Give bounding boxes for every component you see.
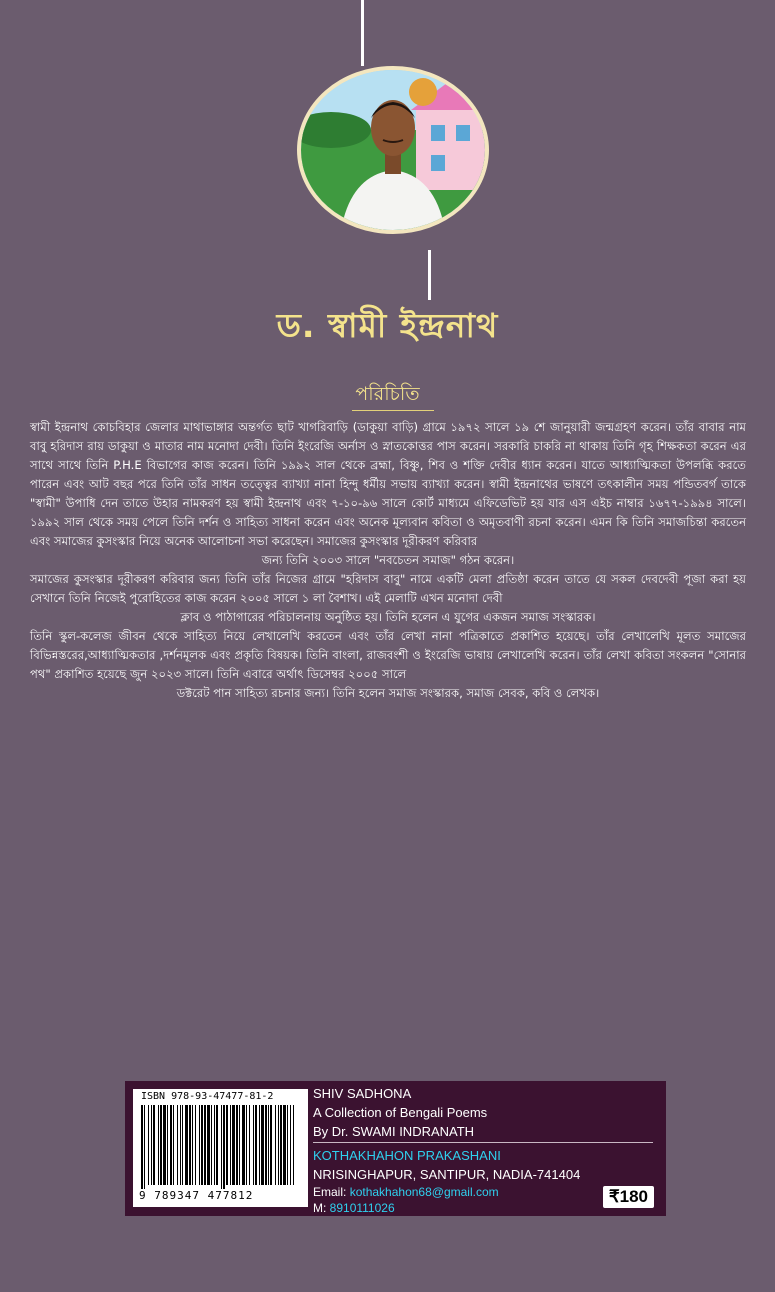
barcode-bar: [185, 1105, 188, 1185]
publisher-address: NRISINGHAPUR, SANTIPUR, NADIA-741404: [313, 1167, 581, 1182]
barcode-bar: [255, 1105, 257, 1185]
barcode-bar: [192, 1105, 193, 1185]
barcode-bar: [167, 1105, 168, 1185]
barcode-bar: [236, 1105, 238, 1185]
barcode-icon: [141, 1105, 299, 1189]
barcode-bar: [201, 1105, 203, 1185]
barcode-bar: [211, 1105, 212, 1185]
barcode-bar: [259, 1105, 260, 1185]
barcode-bar: [293, 1105, 294, 1185]
barcode-bar: [232, 1105, 235, 1185]
bio-paragraph: সমাজের কুসংস্কার দূরীকরণ করিবার জন্য তিনি তাঁর নিজের গ্রামে "হরিদাস বাবু" নামে একটি মেলা প্রতিষ্ঠা করেন তাতে যে সকল দেবদেবী পূজা করা হয় সেখানে তিনি নিজেই পুরোহিতের কাজ করেন ২০০৫ সালে ১ লা বৈশাখ। এই মেলাটি এখন মনোদা দেবী: [30, 572, 746, 605]
email-link[interactable]: kothakhahon68@gmail.com: [349, 1185, 499, 1199]
barcode-bar: [189, 1105, 191, 1185]
mobile-number[interactable]: 8910111026: [329, 1201, 395, 1215]
decorative-line-bottom: [428, 250, 431, 300]
author-portrait: [297, 66, 489, 234]
barcode-bar: [163, 1105, 166, 1185]
barcode-bar: [148, 1105, 149, 1185]
barcode-bar: [151, 1105, 152, 1185]
barcode-digits: 9 789347 477812: [139, 1189, 254, 1202]
barcode-bar: [239, 1105, 240, 1185]
barcode-bar: [226, 1105, 228, 1185]
barcode-bar: [207, 1105, 210, 1185]
heading-underline: [352, 410, 434, 411]
barcode-bar: [216, 1105, 218, 1185]
barcode-bar: [290, 1105, 291, 1185]
barcode-bar: [223, 1105, 225, 1189]
barcode-bar: [242, 1105, 245, 1185]
bio-paragraph: জন্য তিনি ২০০৩ সালে "নবচেতন সমাজ" গঠন করেন।: [261, 553, 515, 567]
barcode-bar: [144, 1105, 145, 1189]
barcode-bar: [268, 1105, 269, 1185]
barcode-bar: [153, 1105, 155, 1185]
decorative-line-top: [361, 0, 364, 66]
barcode-bar: [160, 1105, 162, 1185]
barcode-bar: [261, 1105, 264, 1185]
barcode-bar: [280, 1105, 282, 1185]
portrait-illustration: [301, 70, 485, 230]
book-title: SHIV SADHONA: [313, 1086, 412, 1101]
barcode-bar: [195, 1105, 196, 1185]
barcode-bar: [265, 1105, 267, 1185]
bio-text: [30, 418, 746, 703]
barcode-bar: [204, 1105, 206, 1185]
barcode-bar: [199, 1105, 200, 1185]
barcode-bar: [287, 1105, 288, 1185]
mobile-label: M:: [313, 1201, 330, 1215]
publisher-name: KOTHAKHAHON PRAKASHANI: [313, 1148, 501, 1163]
barcode-bar: [180, 1105, 181, 1185]
barcode-bar: [275, 1105, 276, 1185]
barcode-bar: [214, 1105, 215, 1185]
barcode-bar: [158, 1105, 159, 1185]
bio-paragraph: ক্লাব ও পাঠাগারের পরিচালনায় অনুষ্ঠিত হয়। তিনি হলেন এ যুগের একজন সমাজ সংস্কারক।: [180, 610, 596, 624]
imprint-panel: [125, 1081, 666, 1216]
bio-paragraph: তিনি স্কুল-কলেজ জীবন থেকে সাহিত্য নিয়ে লেখালেখি করতেন এবং তাঁর লেখা নানা পত্রিকাতে প্রকাশিত হয়েছে। তাঁর লেখালেখি মূলত সমাজের বিভিন্নস্তরের,আধ্যাত্মিকতার ,দর্শনমূলক এবং প্রকৃতি বিষয়ক। তিনি বাংলা, রাজবংশী ও ইংরেজি ভাষায় লেখালেখি করেন। তাঁর লেখা কবিতা সংকলন "সোনার পথ" প্রকাশিত হয়েছে জুন ২০২৩ সালে। তিনি এবারে অর্থাৎ ডিসেম্বর ২০০৫ সালে: [30, 629, 746, 681]
book-subtitle: A Collection of Bengali Poems: [313, 1105, 488, 1120]
barcode-bar: [177, 1105, 178, 1185]
barcode-bar: [141, 1105, 143, 1189]
barcode-bar: [253, 1105, 254, 1185]
barcode-bar: [270, 1105, 272, 1185]
bio-paragraph: স্বামী ইন্দ্রনাথ কোচবিহার জেলার মাথাভাঙ্গার অন্তর্গত ছাট খাগরিবাড়ি (ডাকুয়া বাড়ি) গ্রামে ১৯৭২ সালে ১৯ শে জানুয়ারী জন্মগ্রহণ করেন। তাঁর বাবার নাম বাবু হরিদাস রায় ডাকুয়া ও মাতার নাম মনোদা দেবী। তিনি ইংরেজি অর্নাস ও স্নাতকোত্তর পাস করেন। সরকারি চাকরি না থাকায় তিনি গৃহ শিক্ষকতা করেন এর সাথে সাথে তিনি P.H.E বিভাগের কাজ করেন। তিনি ১৯৯২ সাল থেকে ব্রহ্মা, বিষ্ণু, শিব ও শক্তি দেবীর ধ্যান করেন। যাতে আধ্যাত্মিকতা উপলব্ধি করতে পারেন এবং আট বছর পরে তিনি তাঁর সাধন তত্ত্বের ব্যাখ্যা নানা হিন্দু ধর্মীয় সভায় ব্যাখ্যা করেন। স্বামী ইন্দ্রনাথের ভাষণে তৎকালীন সময় পন্ডিতবর্গ তাকে "স্বামী" উপাধি দেন তাতে উহার নামকরণ হয় স্বামী ইন্দ্রনাথ এবং ৭-১০-৯৬ সালে কোর্ট মাধ্যমে এফিডেভিট হয় যার এস এইচ নাম্বার ১৬৭৭-১৯৯৪ সালে। ১৯৯২ সাল থেকে সময় পেলে তিনি দর্শন ও সাহিত্য সাধনা করেন এবং অনেক মূল্যবান কবিতা ও অমৃতবাণী রচনা করেন। এমন কি তিনি সমাজচিন্তা করতেন এবং সমাজের কুসংস্কার নিয়ে অনেক আলোচনা সভা করেছেন। সমাজের কুসংস্কার দূরীকরণ করিবার: [30, 420, 746, 548]
barcode-bar: [283, 1105, 286, 1185]
barcode-bar: [173, 1105, 174, 1185]
book-byline: By Dr. SWAMI INDRANATH: [313, 1124, 475, 1139]
email-label: Email:: [313, 1185, 350, 1199]
bio-heading: পরিচিতি: [355, 383, 420, 405]
price-tag: ₹180: [603, 1186, 654, 1208]
barcode-bar: [170, 1105, 172, 1185]
barcode-bar: [182, 1105, 183, 1185]
barcode-bar: [249, 1105, 250, 1185]
barcode-box: [133, 1089, 308, 1207]
bio-paragraph: ডক্টরেট পান সাহিত্য রচনার জন্য। তিনি হলেন সমাজ সংস্কারক, সমাজ সেবক, কবি ও লেখক।: [176, 686, 600, 700]
barcode-bar: [246, 1105, 247, 1185]
barcode-bar: [221, 1105, 222, 1189]
barcode-bar: [230, 1105, 231, 1185]
barcode-bar: [278, 1105, 279, 1185]
author-name-title: ড. স্বামী ইন্দ্রনাথ: [276, 306, 499, 345]
divider: [313, 1142, 653, 1143]
isbn-label: ISBN 978-93-47477-81-2: [141, 1091, 274, 1102]
